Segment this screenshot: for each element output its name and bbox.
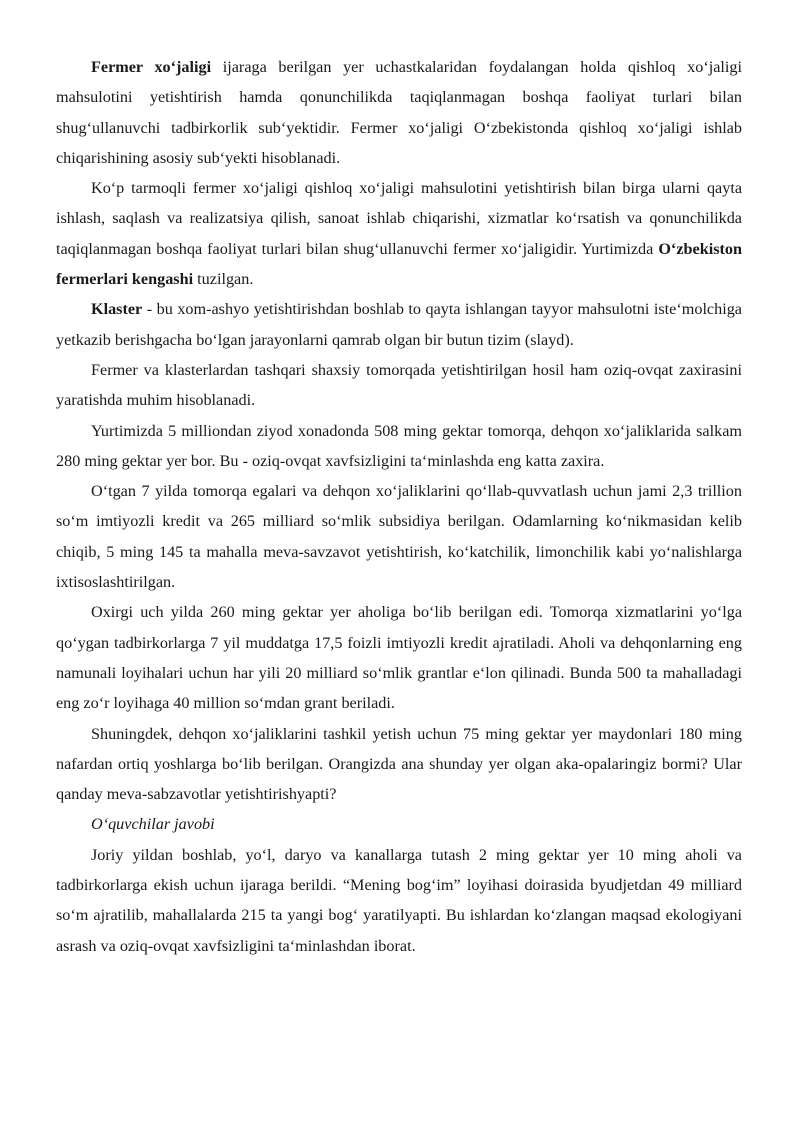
paragraph-text: tuzilgan. [193,270,254,289]
paragraph-text: Ko‘p tarmoqli fermer xo‘jaligi qishloq xo‘jaligi mahsulotini yetishtirish bilan birga ularni qayta ishlash, saqlash va realizatsiya qilish, sanoat ishlab chiqarishi, xizmatlar ko‘rsatish va qonunchilikda taqiqlanmagan boshqa faoliyat turlari bilan shug‘ullanuvchi fermer xo‘jaligidir. Yurtimizda [56,179,742,258]
document-page [56,52,742,961]
paragraph-text: - bu xom-ashyo yetishtirishdan boshlab to qayta ishlangan tayyor mahsulotni iste‘molchiga yetkazib berishgacha bo‘lgan jarayonlarni qamrab olgan bir butun tizim (slayd). [56,300,742,349]
paragraph-text: Yurtimizda 5 milliondan ziyod xonadonda 508 ming gektar tomorqa, dehqon xo‘jaliklarida salkam 280 ming gektar yer bor. Bu - oziq-ovqat xavfsizligini ta‘minlashda eng katta zaxira. [56,421,742,470]
term-fermer-xojaligi: Fermer xo‘jaligi [91,58,212,76]
paragraph-tomorqa-zaxira [56,355,742,416]
paragraph-joriy-yildan [56,840,742,961]
paragraph-fermer-xojaligi [56,52,742,173]
paragraph-oxirgi-uch-yilda [56,597,742,718]
paragraph-text: O‘tgan 7 yilda tomorqa egalari va dehqon xo‘jaliklarini qo‘llab-quvvatlash uchun jami 2,3 trillion so‘m imtiyozli kredit va 265 milliard so‘mlik subsidiya berilgan. Odamlarning ko‘nikmasidan kelib chiqib, 5 ming 145 ta mahalla meva-savzavot yetishtirish, ko‘katchilik, limonchilik kabi yo‘nalishlarga ixtisoslashtirilgan. [56,482,742,592]
term-fermerlari-kengashi: O‘zbekiston fermerlari kengashi [56,239,742,289]
paragraph-text: Shuningdek, dehqon xo‘jaliklarini tashkil yetish uchun 75 ming gektar yer maydonlari 180 ming nafardan ortiq yoshlarga bo‘lib berilgan. Orangizda ana shunday yer olgan aka-opalaringiz bormi? Ular qanday meva-sabzavotlar yetishtirishyapti? [56,724,742,804]
paragraph-shuningdek [56,719,742,810]
paragraph-text: ijaraga berilgan yer uchastkalaridan foydalangan holda qishloq xo‘jaligi mahsulotini yetishtirish hamda qonunchilikda taqiqlanmagan boshqa faoliyat turlari bilan shug‘ullanuvchi tadbirkorlik sub‘yektidir. Fermer xo‘jaligi O‘zbekistonda qishloq xo‘jaligi ishlab chiqarishining asosiy sub‘yekti hisoblanadi. [56,58,742,167]
paragraph-klaster [56,294,742,355]
paragraph-otgan-7-yilda [56,476,742,597]
paragraph-oquvchilar-javobi [56,809,742,839]
paragraph-text: Joriy yildan boshlab, yo‘l, daryo va kanallarga tutash 2 ming gektar yer 10 ming aholi va tadbirkorlarga ekish uchun ijaraga berildi. “Mening bog‘im” loyihasi doirasida byudjetdan 49 milliard so‘m ajratilib, mahallalarda 215 ta yangi bog‘ yaratilyapti. Bu ishlardan ko‘zlangan maqsad ekologiyani asrash va oziq-ovqat xavfsizligini ta‘minlashdan iborat. [56,845,742,955]
paragraph-yurtimizda [56,416,742,477]
paragraph-kop-tarmoqli [56,173,742,294]
paragraph-text: Oxirgi uch yilda 260 ming gektar yer aholiga bo‘lib berilgan edi. Tomorqa xizmatlarini yo‘lga qo‘ygan tadbirkorlarga 7 yil muddatga 17,5 foizli imtiyozli kredit ajratiladi. Aholi va dehqonlarning eng namunali loyihalari uchun har yili 20 milliard so‘mlik grantlar e‘lon qilinadi. Bunda 500 ta mahalladagi eng zo‘r loyihaga 40 million so‘mdan grant beriladi. [56,603,742,713]
term-klaster: Klaster [91,300,143,319]
italic-note: O‘quvchilar javobi [91,815,215,834]
paragraph-text: Fermer va klasterlardan tashqari shaxsiy tomorqada yetishtirilgan hosil ham oziq-ovqat zaxirasini yaratishda muhim hisoblanadi. [56,360,742,410]
